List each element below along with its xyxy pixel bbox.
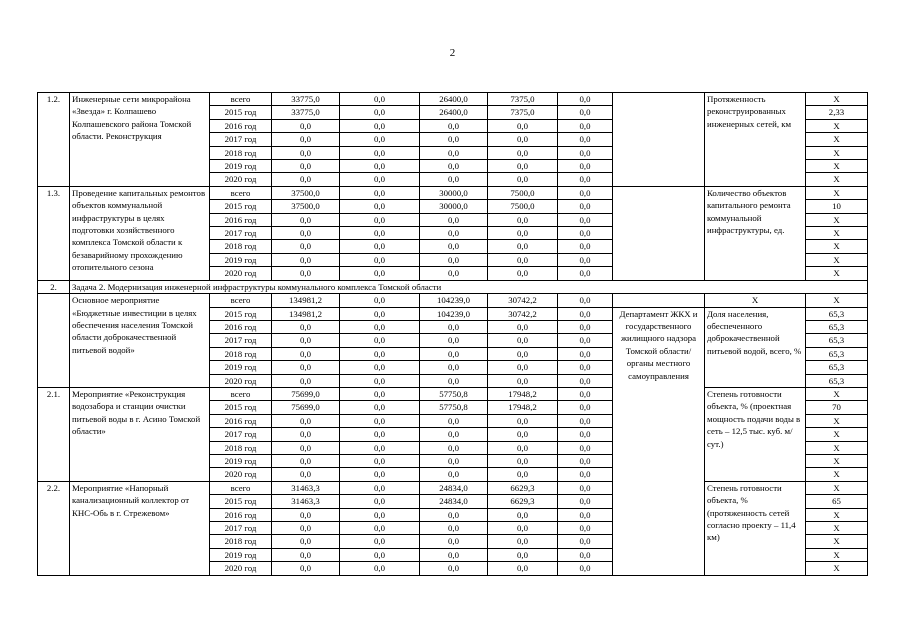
other-cell: 0,0	[558, 428, 613, 441]
federal-cell: 0,0	[340, 441, 420, 454]
total-cell: 0,0	[272, 227, 340, 240]
other-cell: 0,0	[558, 347, 613, 360]
indicator-name: Доля населения, обеспеченного доброкачественной питьевой водой, всего, %	[705, 307, 806, 387]
indicator-name: Степень готовности объекта, % (протяженность сетей согласно проекту – 11,4 км)	[705, 481, 806, 575]
year-label: 2018 год	[210, 535, 272, 548]
total-cell: 75699,0	[272, 387, 340, 400]
federal-cell: 0,0	[340, 468, 420, 481]
row-number: 2.2.	[38, 481, 70, 575]
year-label: 2020 год	[210, 267, 272, 280]
federal-cell: 0,0	[340, 548, 420, 561]
regional-cell: 0,0	[420, 160, 488, 173]
responsible-executor: Департамент ЖКХ и государственного жилищного надзора Томской области/ органы местного самоуправления	[613, 307, 705, 575]
other-cell: 0,0	[558, 146, 613, 159]
year-label: 2016 год	[210, 320, 272, 333]
indicator-name: Количество объектов капитального ремонта коммунальной инфраструктуры, ед.	[705, 186, 806, 280]
federal-cell: 0,0	[340, 481, 420, 494]
other-cell: 0,0	[558, 401, 613, 414]
other-cell: 0,0	[558, 481, 613, 494]
federal-cell: 0,0	[340, 374, 420, 387]
other-cell: 0,0	[558, 213, 613, 226]
measure-name: Мероприятие «Напорный канализационный коллектор от КНС-Обь в г. Стрежевом»	[70, 481, 210, 575]
local-cell: 0,0	[488, 535, 558, 548]
regional-cell: 30000,0	[420, 186, 488, 199]
local-cell: 0,0	[488, 522, 558, 535]
federal-cell: 0,0	[340, 133, 420, 146]
task-row	[38, 280, 868, 293]
year-label: 2017 год	[210, 227, 272, 240]
other-cell: 0,0	[558, 361, 613, 374]
program-table	[37, 92, 868, 576]
federal-cell: 0,0	[340, 428, 420, 441]
year-label: 2018 год	[210, 347, 272, 360]
federal-cell: 0,0	[340, 361, 420, 374]
total-cell: 134981,2	[272, 294, 340, 307]
indicator-value: X	[806, 267, 868, 280]
local-cell: 0,0	[488, 213, 558, 226]
federal-cell: 0,0	[340, 213, 420, 226]
measure-name: Мероприятие «Реконструкция водозабора и станции очистки питьевой воды в г. Асино Томской области»	[70, 387, 210, 481]
total-cell: 0,0	[272, 428, 340, 441]
year-label: 2019 год	[210, 253, 272, 266]
regional-cell: 0,0	[420, 347, 488, 360]
regional-cell: 24834,0	[420, 495, 488, 508]
other-cell: 0,0	[558, 294, 613, 307]
indicator-value: X	[806, 481, 868, 494]
table-row	[38, 387, 868, 400]
year-label: 2018 год	[210, 441, 272, 454]
indicator-value: X	[806, 441, 868, 454]
local-cell: 0,0	[488, 240, 558, 253]
federal-cell: 0,0	[340, 186, 420, 199]
year-label: 2017 год	[210, 522, 272, 535]
other-cell: 0,0	[558, 173, 613, 186]
regional-cell: 0,0	[420, 535, 488, 548]
other-cell: 0,0	[558, 508, 613, 521]
other-cell: 0,0	[558, 200, 613, 213]
year-label: 2016 год	[210, 119, 272, 132]
regional-cell: 0,0	[420, 454, 488, 467]
federal-cell: 0,0	[340, 562, 420, 575]
indicator-value: 10	[806, 200, 868, 213]
total-cell: 0,0	[272, 146, 340, 159]
indicator-value: X	[806, 468, 868, 481]
table-row	[38, 294, 868, 307]
indicator-value: X	[806, 119, 868, 132]
indicator-value: X	[806, 454, 868, 467]
other-cell: 0,0	[558, 119, 613, 132]
local-cell: 0,0	[488, 227, 558, 240]
total-cell: 0,0	[272, 522, 340, 535]
local-cell: 7500,0	[488, 186, 558, 199]
total-cell: 0,0	[272, 361, 340, 374]
measure-name: Инженерные сети микрорайона «Звезда» г. Колпашево Колпашевского района Томской области. Реконструкция	[70, 93, 210, 187]
indicator-value: 65,3	[806, 361, 868, 374]
task-title: Задача 2. Модернизация инженерной инфраструктуры коммунального комплекса Томской области	[70, 280, 868, 293]
other-cell: 0,0	[558, 414, 613, 427]
regional-cell: 0,0	[420, 267, 488, 280]
regional-cell: 30000,0	[420, 200, 488, 213]
local-cell: 0,0	[488, 374, 558, 387]
regional-cell: 26400,0	[420, 93, 488, 106]
total-cell: 0,0	[272, 334, 340, 347]
indicator-value: X	[806, 535, 868, 548]
indicator-name: Степень готовности объекта, % (проектная мощность подачи воды в сеть – 12,5 тыс. куб. м/сут.)	[705, 387, 806, 481]
indicator-value: X	[806, 240, 868, 253]
total-cell: 0,0	[272, 508, 340, 521]
other-cell: 0,0	[558, 186, 613, 199]
total-cell: 0,0	[272, 133, 340, 146]
total-cell: 0,0	[272, 454, 340, 467]
local-cell: 0,0	[488, 414, 558, 427]
federal-cell: 0,0	[340, 535, 420, 548]
regional-cell: 0,0	[420, 119, 488, 132]
federal-cell: 0,0	[340, 320, 420, 333]
indicator-value: X	[806, 186, 868, 199]
federal-cell: 0,0	[340, 347, 420, 360]
total-cell: 0,0	[272, 535, 340, 548]
other-cell: 0,0	[558, 441, 613, 454]
indicator-value: X	[806, 294, 868, 307]
year-label: всего	[210, 387, 272, 400]
local-cell: 30742,2	[488, 307, 558, 320]
table-body	[38, 93, 868, 576]
total-cell: 0,0	[272, 347, 340, 360]
local-cell: 0,0	[488, 253, 558, 266]
year-label: 2019 год	[210, 454, 272, 467]
table-row	[38, 186, 868, 199]
year-label: 2016 год	[210, 508, 272, 521]
year-label: 2020 год	[210, 374, 272, 387]
other-cell: 0,0	[558, 562, 613, 575]
total-cell: 37500,0	[272, 186, 340, 199]
indicator-value: 65,3	[806, 307, 868, 320]
indicator-value: X	[806, 93, 868, 106]
federal-cell: 0,0	[340, 307, 420, 320]
other-cell: 0,0	[558, 240, 613, 253]
year-label: 2018 год	[210, 240, 272, 253]
federal-cell: 0,0	[340, 495, 420, 508]
local-cell: 7375,0	[488, 93, 558, 106]
indicator-value: 65,3	[806, 320, 868, 333]
federal-cell: 0,0	[340, 414, 420, 427]
local-cell: 30742,2	[488, 294, 558, 307]
total-cell: 0,0	[272, 320, 340, 333]
total-cell: 0,0	[272, 374, 340, 387]
other-cell: 0,0	[558, 535, 613, 548]
federal-cell: 0,0	[340, 240, 420, 253]
other-cell: 0,0	[558, 133, 613, 146]
regional-cell: 57750,8	[420, 401, 488, 414]
local-cell: 7500,0	[488, 200, 558, 213]
year-label: 2015 год	[210, 495, 272, 508]
indicator-head: X	[705, 294, 806, 307]
total-cell: 0,0	[272, 240, 340, 253]
measure-name: Основное мероприятие «Бюджетные инвестиции в целях обеспечения населения Томской области доброкачественной питьевой водой»	[70, 294, 210, 388]
indicator-value: X	[806, 522, 868, 535]
year-label: 2020 год	[210, 468, 272, 481]
year-label: 2015 год	[210, 106, 272, 119]
measure-name: Проведение капитальных ремонтов объектов коммунальной инфраструктуры в целях подготовки хозяйственного комплекса Томской области к безаварийному прохождению отопительного сезона	[70, 186, 210, 280]
regional-cell: 104239,0	[420, 294, 488, 307]
year-label: всего	[210, 294, 272, 307]
total-cell: 0,0	[272, 160, 340, 173]
local-cell: 7375,0	[488, 106, 558, 119]
indicator-value: X	[806, 213, 868, 226]
year-label: 2015 год	[210, 307, 272, 320]
regional-cell: 24834,0	[420, 481, 488, 494]
regional-cell: 0,0	[420, 562, 488, 575]
federal-cell: 0,0	[340, 508, 420, 521]
total-cell: 0,0	[272, 267, 340, 280]
year-label: 2017 год	[210, 133, 272, 146]
federal-cell: 0,0	[340, 253, 420, 266]
year-label: 2020 год	[210, 173, 272, 186]
other-cell: 0,0	[558, 227, 613, 240]
regional-cell: 0,0	[420, 320, 488, 333]
total-cell: 37500,0	[272, 200, 340, 213]
regional-cell: 0,0	[420, 361, 488, 374]
year-label: всего	[210, 93, 272, 106]
year-label: всего	[210, 481, 272, 494]
other-cell: 0,0	[558, 160, 613, 173]
indicator-value: X	[806, 508, 868, 521]
local-cell: 0,0	[488, 508, 558, 521]
year-label: 2019 год	[210, 548, 272, 561]
federal-cell: 0,0	[340, 93, 420, 106]
regional-cell: 0,0	[420, 441, 488, 454]
federal-cell: 0,0	[340, 160, 420, 173]
indicator-value: X	[806, 160, 868, 173]
year-label: 2019 год	[210, 361, 272, 374]
federal-cell: 0,0	[340, 522, 420, 535]
other-cell: 0,0	[558, 374, 613, 387]
local-cell: 0,0	[488, 347, 558, 360]
total-cell: 0,0	[272, 414, 340, 427]
indicator-value: X	[806, 253, 868, 266]
local-cell: 0,0	[488, 562, 558, 575]
local-cell: 17948,2	[488, 401, 558, 414]
local-cell: 0,0	[488, 320, 558, 333]
indicator-value: 2,33	[806, 106, 868, 119]
other-cell: 0,0	[558, 307, 613, 320]
year-label: 2017 год	[210, 428, 272, 441]
table-row	[38, 481, 868, 494]
indicator-value: 70	[806, 401, 868, 414]
local-cell: 0,0	[488, 334, 558, 347]
federal-cell: 0,0	[340, 106, 420, 119]
federal-cell: 0,0	[340, 387, 420, 400]
year-label: 2018 год	[210, 146, 272, 159]
regional-cell: 57750,8	[420, 387, 488, 400]
indicator-value: 65	[806, 495, 868, 508]
total-cell: 33775,0	[272, 93, 340, 106]
regional-cell: 0,0	[420, 253, 488, 266]
local-cell: 0,0	[488, 454, 558, 467]
regional-cell: 0,0	[420, 522, 488, 535]
other-cell: 0,0	[558, 522, 613, 535]
indicator-value: 65,3	[806, 347, 868, 360]
other-cell: 0,0	[558, 548, 613, 561]
total-cell: 0,0	[272, 441, 340, 454]
local-cell: 0,0	[488, 441, 558, 454]
row-number: 1.2.	[38, 93, 70, 187]
regional-cell: 0,0	[420, 213, 488, 226]
regional-cell: 0,0	[420, 428, 488, 441]
local-cell: 0,0	[488, 133, 558, 146]
indicator-value: X	[806, 562, 868, 575]
indicator-value: X	[806, 414, 868, 427]
indicator-value: X	[806, 173, 868, 186]
federal-cell: 0,0	[340, 454, 420, 467]
total-cell: 134981,2	[272, 307, 340, 320]
federal-cell: 0,0	[340, 294, 420, 307]
regional-cell: 0,0	[420, 133, 488, 146]
indicator-value: X	[806, 133, 868, 146]
row-number	[38, 294, 70, 388]
row-number: 2.1.	[38, 387, 70, 481]
regional-cell: 0,0	[420, 374, 488, 387]
local-cell: 0,0	[488, 428, 558, 441]
regional-cell: 0,0	[420, 334, 488, 347]
year-label: 2016 год	[210, 414, 272, 427]
other-cell: 0,0	[558, 267, 613, 280]
other-cell: 0,0	[558, 495, 613, 508]
regional-cell: 0,0	[420, 548, 488, 561]
local-cell: 0,0	[488, 468, 558, 481]
federal-cell: 0,0	[340, 200, 420, 213]
federal-cell: 0,0	[340, 146, 420, 159]
year-label: 2020 год	[210, 562, 272, 575]
regional-cell: 104239,0	[420, 307, 488, 320]
task-number: 2.	[38, 280, 70, 293]
other-cell: 0,0	[558, 253, 613, 266]
responsible-blank	[613, 294, 705, 307]
indicator-value: 65,3	[806, 334, 868, 347]
total-cell: 31463,3	[272, 481, 340, 494]
other-cell: 0,0	[558, 320, 613, 333]
local-cell: 0,0	[488, 119, 558, 132]
total-cell: 0,0	[272, 253, 340, 266]
regional-cell: 0,0	[420, 240, 488, 253]
indicator-value: X	[806, 146, 868, 159]
other-cell: 0,0	[558, 468, 613, 481]
federal-cell: 0,0	[340, 267, 420, 280]
year-label: 2016 год	[210, 213, 272, 226]
total-cell: 0,0	[272, 213, 340, 226]
local-cell: 6629,3	[488, 481, 558, 494]
indicator-value: X	[806, 387, 868, 400]
total-cell: 0,0	[272, 468, 340, 481]
page-number: 2	[449, 47, 456, 59]
indicator-value: X	[806, 227, 868, 240]
local-cell: 17948,2	[488, 387, 558, 400]
federal-cell: 0,0	[340, 119, 420, 132]
federal-cell: 0,0	[340, 227, 420, 240]
total-cell: 0,0	[272, 119, 340, 132]
local-cell: 0,0	[488, 267, 558, 280]
responsible-cell	[613, 186, 705, 280]
regional-cell: 0,0	[420, 146, 488, 159]
regional-cell: 0,0	[420, 227, 488, 240]
local-cell: 0,0	[488, 160, 558, 173]
year-label: всего	[210, 186, 272, 199]
regional-cell: 0,0	[420, 508, 488, 521]
total-cell: 0,0	[272, 562, 340, 575]
other-cell: 0,0	[558, 334, 613, 347]
other-cell: 0,0	[558, 106, 613, 119]
total-cell: 0,0	[272, 173, 340, 186]
regional-cell: 0,0	[420, 173, 488, 186]
federal-cell: 0,0	[340, 173, 420, 186]
indicator-value: X	[806, 428, 868, 441]
indicator-name: Протяженность реконструированных инженерных сетей, км	[705, 93, 806, 187]
year-label: 2015 год	[210, 401, 272, 414]
year-label: 2017 год	[210, 334, 272, 347]
local-cell: 0,0	[488, 173, 558, 186]
other-cell: 0,0	[558, 454, 613, 467]
table-row	[38, 93, 868, 106]
local-cell: 6629,3	[488, 495, 558, 508]
other-cell: 0,0	[558, 387, 613, 400]
other-cell: 0,0	[558, 93, 613, 106]
year-label: 2015 год	[210, 200, 272, 213]
regional-cell: 26400,0	[420, 106, 488, 119]
local-cell: 0,0	[488, 548, 558, 561]
federal-cell: 0,0	[340, 401, 420, 414]
federal-cell: 0,0	[340, 334, 420, 347]
year-label: 2019 год	[210, 160, 272, 173]
indicator-value: 65,3	[806, 374, 868, 387]
total-cell: 33775,0	[272, 106, 340, 119]
indicator-value: X	[806, 548, 868, 561]
responsible-cell	[613, 93, 705, 187]
local-cell: 0,0	[488, 146, 558, 159]
total-cell: 0,0	[272, 548, 340, 561]
total-cell: 31463,3	[272, 495, 340, 508]
row-number: 1.3.	[38, 186, 70, 280]
local-cell: 0,0	[488, 361, 558, 374]
regional-cell: 0,0	[420, 414, 488, 427]
regional-cell: 0,0	[420, 468, 488, 481]
total-cell: 75699,0	[272, 401, 340, 414]
